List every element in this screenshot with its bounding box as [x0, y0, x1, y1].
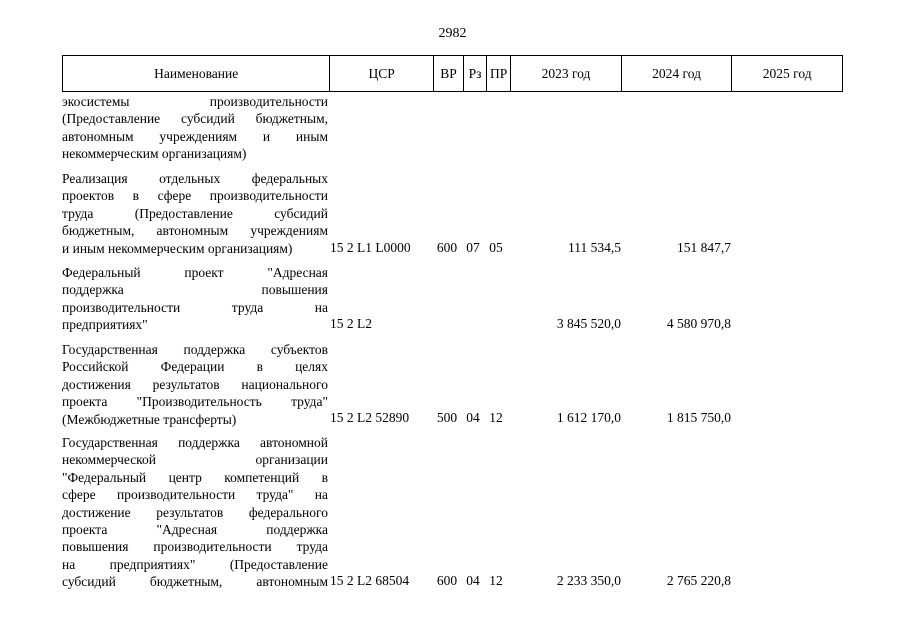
row-3-line-4: (Межбюджетные трансферты)	[62, 411, 237, 427]
row-4-line-5: проекта "Адресная поддержка	[62, 522, 328, 538]
row-4-line-3: сфере производительности труда" на	[62, 487, 328, 503]
row-4-csr: 15 2 L2 68504	[330, 573, 410, 588]
row-0-line-1: (Предоставление субсидий бюджетным,	[62, 111, 328, 127]
header-pr: ПР	[487, 56, 511, 92]
row-3-vr: 500	[436, 410, 458, 425]
row-3-values	[0, 409, 905, 427]
row-3-2024: 1 815 750,0	[666, 410, 731, 425]
row-2-values	[0, 315, 905, 333]
row-1-2024: 151 847,7	[677, 240, 731, 255]
row-4-line-2: "Федеральный центр компетенций в	[62, 469, 328, 485]
header-csr: ЦСР	[330, 56, 434, 92]
header-rz: Рз	[464, 56, 487, 92]
row-4-line-6: повышения производительности труда	[62, 539, 328, 555]
row-1-vr: 600	[436, 240, 458, 255]
row-4-vr: 600	[436, 573, 458, 588]
row-4-line-4: достижение результатов федерального	[62, 504, 328, 520]
header-2025: 2025 год	[732, 56, 843, 92]
row-2-line-0: Федеральный проект "Адресная	[62, 265, 328, 280]
row-4-name	[62, 434, 328, 591]
row-4-line-8: субсидий бюджетным, автономным	[62, 574, 328, 590]
row-4-2023: 2 233 350,0	[556, 573, 621, 588]
row-0-line-0: экосистемы производительности	[62, 94, 328, 109]
row-4-values	[0, 572, 905, 590]
row-4-rz: 04	[466, 573, 480, 588]
row-3-2023: 1 612 170,0	[556, 410, 621, 425]
row-2-line-3: предприятиях"	[62, 317, 148, 333]
row-4-pr: 12	[489, 573, 503, 588]
row-1-csr: 15 2 L1 L0000	[330, 240, 411, 255]
row-3-line-3: проекта "Производительность труда"	[62, 394, 328, 410]
row-0-line-2: автономным учреждениям и иным	[62, 128, 328, 144]
header-name: Наименование	[63, 56, 330, 92]
header-2023: 2023 год	[511, 56, 622, 92]
row-4-2024: 2 765 220,8	[666, 573, 731, 588]
row-3-rz: 04	[466, 410, 480, 425]
row-1-line-1: проектов в сфере производительности	[62, 188, 328, 204]
row-1-line-2: труда (Предоставление субсидий	[62, 205, 328, 221]
row-3-pr: 12	[489, 410, 503, 425]
row-1-pr: 05	[489, 240, 503, 255]
page-number: 2982	[438, 26, 467, 41]
header-vr: ВР	[433, 56, 463, 92]
row-0-line-3: некоммерческим организациям)	[62, 146, 247, 162]
row-1-values	[0, 239, 905, 257]
row-1-line-0: Реализация отдельных федеральных	[62, 171, 328, 186]
row-0-name	[62, 93, 328, 163]
row-3-line-1: Российской Федерации в целях	[62, 359, 328, 375]
table-header	[62, 55, 843, 92]
row-2-2024: 4 580 970,8	[666, 316, 731, 331]
row-3-line-0: Государственная поддержка субъектов	[62, 342, 328, 357]
row-1-2023: 111 534,5	[568, 240, 621, 255]
row-3-line-2: достижения результатов национального	[62, 376, 328, 392]
row-4-line-7: на предприятиях" (Предоставление	[62, 556, 328, 572]
row-1-rz: 07	[466, 240, 480, 255]
row-2-line-1: поддержка повышения	[62, 282, 328, 298]
row-2-csr: 15 2 L2	[330, 316, 372, 331]
row-3-csr: 15 2 L2 52890	[330, 410, 410, 425]
row-4-line-0: Государственная поддержка автономной	[62, 435, 328, 450]
row-4-line-1: некоммерческой организации	[62, 452, 328, 468]
header-2024: 2024 год	[621, 56, 732, 92]
row-1-line-3: бюджетным, автономным учреждениям	[62, 223, 328, 239]
row-2-line-2: производительности труда на	[62, 299, 328, 315]
row-1-line-4: и иным некоммерческим организациям)	[62, 240, 293, 256]
row-2-2023: 3 845 520,0	[556, 316, 621, 331]
